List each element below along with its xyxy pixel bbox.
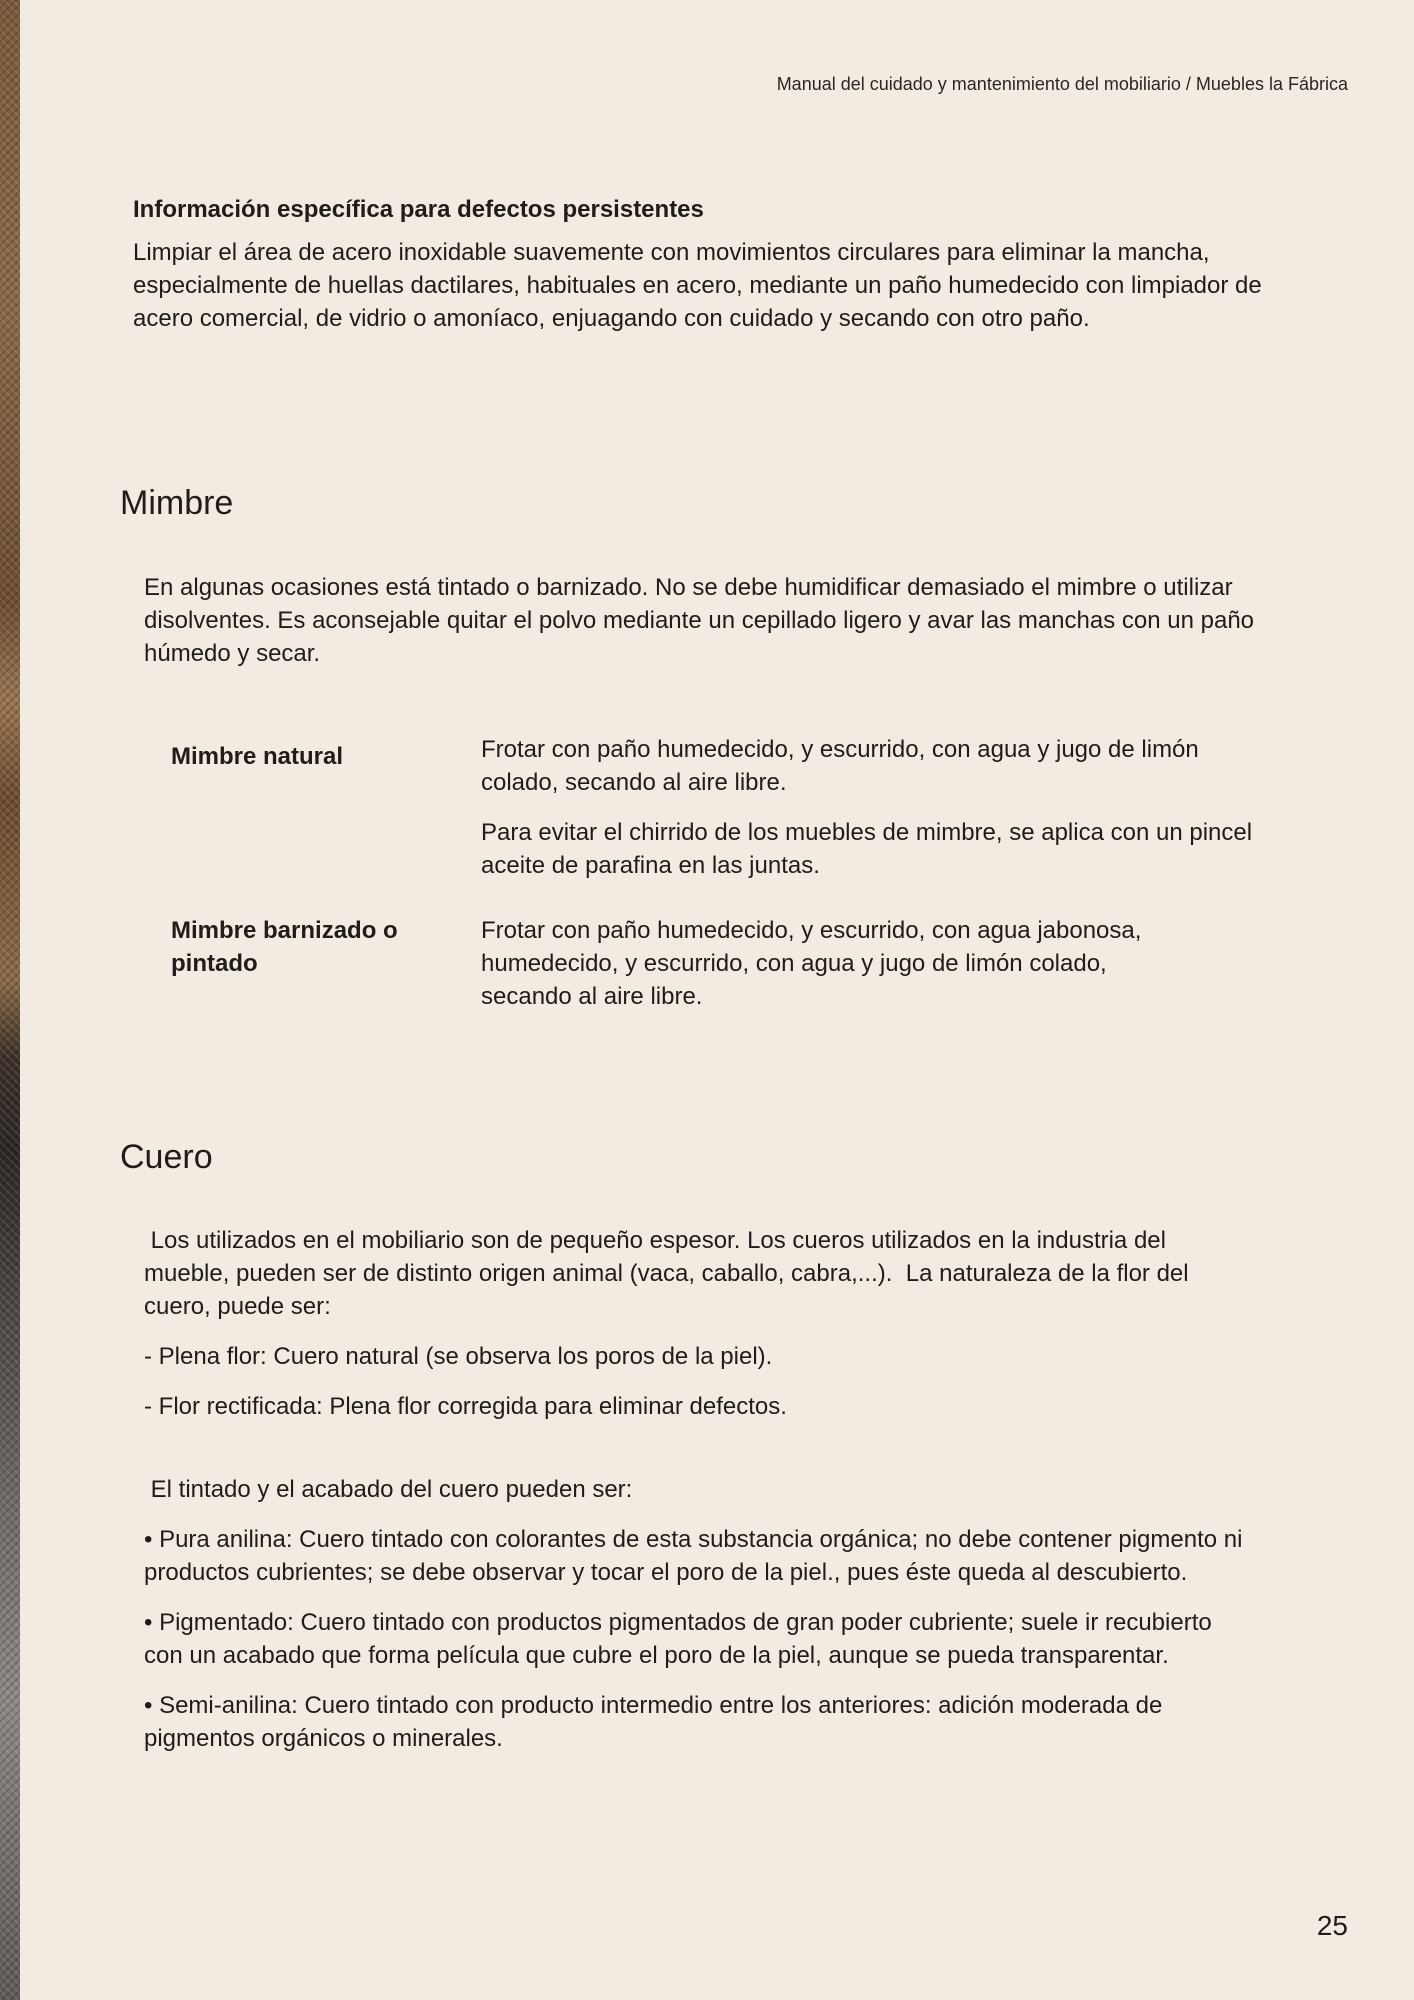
row-label: Mimbre barnizado o pintado <box>171 917 398 977</box>
mimbre-heading: Mimbre <box>120 484 234 522</box>
wicker-photo-strip <box>0 0 20 2000</box>
row-paragraph: Para evitar el chirrido de los muebles de mimbre, se aplica con un pincel aceite de parafina en las juntas. <box>481 819 1253 879</box>
row-label: Mimbre natural <box>171 743 344 770</box>
finish-item: • Semi-anilina: Cuero tintado con producto intermedio entre los anteriores: adición moderada de pigmentos orgánicos o minerales. <box>144 1692 1163 1752</box>
flor-item: - Plena flor: Cuero natural (se observa los poros de la piel). <box>144 1343 773 1370</box>
steel-subheading: Información específica para defectos persistentes <box>133 196 704 223</box>
cuero-intro: Los utilizados en el mobiliario son de pequeño espesor. Los cueros utilizados en la industria del mueble, pueden ser de distinto origen animal (vaca, caballo, cabra,...). La naturaleza de la flor del cuero, puede ser: <box>144 1227 1196 1320</box>
row-paragraph: Frotar con paño humedecido, y escurrido, con agua jabonosa, humedecido, y escurrido, con agua y jugo de limón colado, secando al aire libre. <box>481 917 1142 1010</box>
mimbre-intro-block <box>144 571 1264 670</box>
running-head: Manual del cuidado y mantenimiento del mobiliario / Muebles la Fábrica <box>776 74 1348 94</box>
mimbre-intro: En algunas ocasiones está tintado o barnizado. No se debe humidificar demasiado el mimbre o utilizar disolventes. Es aconsejable quitar el polvo mediante un cepillado ligero y avar las manchas con un paño húmedo y secar. <box>144 574 1255 667</box>
cuero-heading: Cuero <box>120 1138 213 1176</box>
steel-section <box>133 196 1293 335</box>
flor-item: - Flor rectificada: Plena flor corregida para eliminar defectos. <box>144 1393 787 1420</box>
row-text <box>481 914 1271 1013</box>
page-number: 25 <box>1316 1910 1348 1941</box>
tinted-intro: El tintado y el acabado del cuero pueden ser: <box>144 1476 633 1503</box>
finish-item: • Pigmentado: Cuero tintado con productos pigmentados de gran poder cubriente; suele ir recubierto con un acabado que forma película que cubre el poro de la piel, aunque se pueda transparentar. <box>144 1609 1212 1669</box>
steel-body: Limpiar el área de acero inoxidable suavemente con movimientos circulares para eliminar la mancha, especialmente de huellas dactilares, habituales en acero, mediante un paño humedecido con limpiador de acero comercial, de vidrio o amoníaco, enjuagando con cuidado y secando con otro paño. <box>133 239 1262 332</box>
row-text <box>481 733 1271 882</box>
row-paragraph: Frotar con paño humedecido, y escurrido, con agua y jugo de limón colado, secando al aire libre. <box>481 736 1199 796</box>
cuero-body <box>144 1224 1254 1755</box>
finish-item: • Pura anilina: Cuero tintado con colorantes de esta substancia orgánica; no debe contener pigmento ni productos cubrientes; se debe observar y tocar el poro de la piel., pues éste queda al descubierto. <box>144 1526 1243 1586</box>
